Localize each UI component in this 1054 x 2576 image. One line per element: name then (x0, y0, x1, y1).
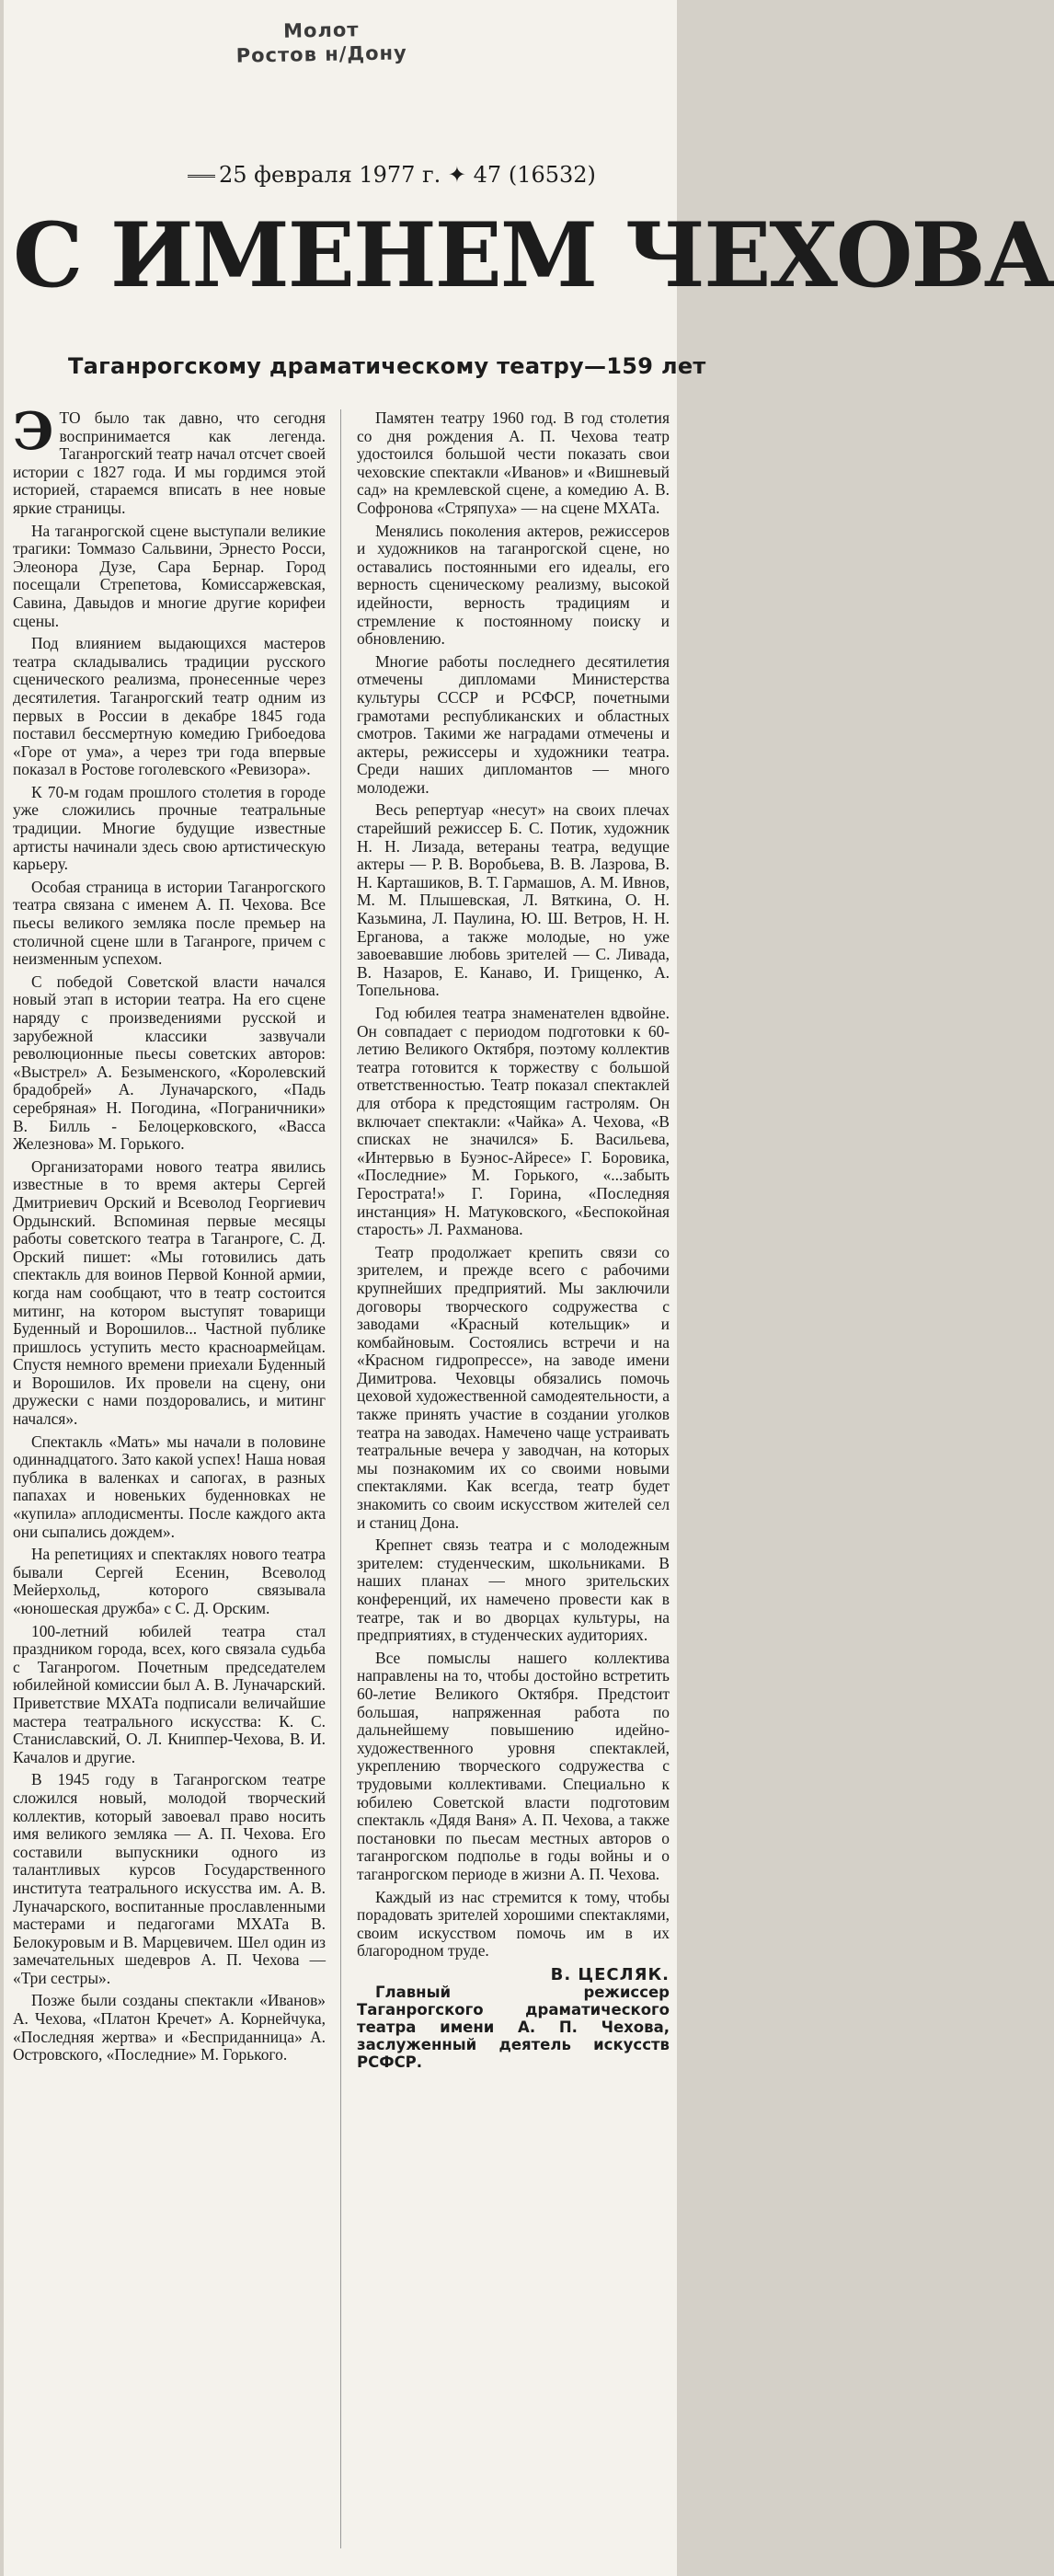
article-paragraph: Памятен театру 1960 год. В год столетия со дня рождения А. П. Чехова театр удостоился большой чести показать свои чеховские спектакли «Иванов» и «Вишневый сад» на кремлевской сцене, а комедию А. В. Софронова «Стряпуха» — на сцене МХАТа. (357, 408, 670, 517)
article-paragraph: На таганрогской сцене выступали великие трагики: Томмазо Сальвини, Эрнесто Росси, Элеонора Дузе, Сара Бернар. Город посещали Стрепетова, Комиссаржевская, Савина, Давыдов и многие другие корифеи сцены. (13, 521, 326, 630)
date: 25 февраля 1977 г. (219, 162, 441, 188)
right-column (357, 409, 670, 2076)
article-paragraph: Крепнет связь театра и с молодежным зрителем: студенческим, школьниками. В наших планах — много зрительских конференций, их намечено провести как в театре, так и во дворцах культуры, на предприятиях, в студенческих аудиториях. (357, 1535, 670, 1645)
article-paragraph: Все помыслы нашего коллектива направлены на то, чтобы достойно встретить 60-летие Великого Октября. Предстоит большая, напряженная работа по дальнейшему повышению идейно-художественного уровня спектаклей, укреплению творческого содружества с трудовыми коллективами. Специально к юбилею Советской власти подготовим спектакль «Дядя Ваня» А. П. Чехова, а также постановки по пьесам местных авторов о таганрогском подполье в годы войны и о таганрогском периоде в жизни А. П. Чехова. (357, 1648, 670, 1883)
article-paragraph: 100-летний юбилей театра стал праздником города, всех, кого связала судьба с Таганрогом. Почетным председателем юбилейной комиссии был А. В. Луначарский. Приветствие МХАТа подписали величайшие мастера театрального искусства: К. С. Станиславский, О. Л. Книппер-Чехова, В. И. Качалов и другие. (13, 1621, 326, 1766)
article-paragraph: В 1945 году в Таганрогском театре сложился новый, молодой творческий коллектив, который завоевал право носить имя великого земляка — А. П. Чехова. Его составили выпускники одного из талантливых курсов Государственного института театрального искусства им. А. В. Луначарского, воспитанные прославленными мастерами и педагогами МХАТа В. Белокуровым и В. Марцевичем. Шел один из замечательных шедевров А. П. Чехова — «Три сестры». (13, 1770, 326, 1987)
dateline-rule (188, 175, 215, 178)
article-paragraph: К 70-м годам прошлого столетия в городе уже сложились прочные театральные традиции. Многие будущие известные артисты начинали здесь свою артистическую карьеру. (13, 782, 326, 874)
article-paragraph: Весь репертуар «несут» на своих плечах старейший режиссер Б. С. Потик, художник Н. Н. Лизада, ветераны театра, ведущие актеры — Р. В. Воробьева, В. В. Лазрова, В. Н. Карташиков, В. Т. Гармашов, А. М. Ивнов, М. М. Плышевская, Л. Вяткина, О. Н. Казьмина, Л. Паулина, Ю. Ш. Ветров, Н. Н. Ерганова, а также молодые, но уже завоевавшие любовь зрителей — С. Ливада, В. Назаров, Е. Канаво, И. Грищенко, А. Топельнова. (357, 800, 670, 1000)
article-paragraph: Менялись поколения актеров, режиссеров и художников на таганрогской сцене, но оставались постоянными его идеалы, его верность сценическому реализму, высокой идейности, верность традициям и стремление к постоянному поиску и обновлению. (357, 521, 670, 649)
article-paragraph: Театр продолжает крепить связи со зрителем, и прежде всего с рабочими крупнейших предприятий. Мы заключили договоры творческого содружества с заводами «Красный котельщик» и комбайновым. Состоялись встречи и на «Красном гидропрессе», на заводе имени Димитрова. Чеховцы обязались помочь цеховой художественной самодеятельности, а также принять участие в создании уголков театра на заводах. Намечено чаще устраивать театральные вечера у заводчан, на которых мы познакомим их со своими новыми спектаклями. Как всегда, театр будет знакомить со своим искусством жителей сел и станиц Дона. (357, 1242, 670, 1532)
author-title: Главный режиссер Таганрогского драматического театра имени А. П. Чехова, заслуженный деятель искусств РСФСР. (357, 1984, 670, 2072)
stamp-newspaper-name: Молот (282, 18, 360, 42)
article-paragraph: Спектакль «Мать» мы начали в половине одиннадцатого. Зато какой успех! Наша новая публика в валенках и сапогах, в разных папахах и новеньких буденновках не «купила» аплодисменты. После каждого акта они сыпались дождем». (13, 1432, 326, 1541)
author-signature: В. ЦЕСЛЯК. (550, 1964, 670, 1984)
stamp-city: Ростов н/Дону (235, 41, 407, 67)
drop-cap: Э (13, 401, 54, 462)
article-paragraph (13, 401, 326, 518)
article-paragraph: Под влиянием выдающихся мастеров театра складывались традиции русского сценического реализма, пронесенные через десятилетия. Таганрогский театр одним из первых в России в декабре 1845 года поставил бессмертную комедию Грибоедова «Горе от ума», а через три года впервые показал в Ростове гоголевского «Ревизора». (13, 634, 326, 779)
issue-number: 47 (16532) (473, 162, 596, 188)
left-column (13, 401, 326, 2069)
article-paragraph: Организаторами нового театра явились известные в то время актеры Сергей Дмитриевич Орский и Всеволод Георгиевич Ордынский. Вспоминая первые месяцы работы советского театра в Таганроге, С. Д. Орский пишет: «Мы готовились дать спектакль для воинов Первой Конной армии, когда нам сообщают, что в театр состоится митинг, на котором выступят товарищи Буденный и Ворошилов... Частной публике пришлось уступить место красноармейцам. Спустя немного времени приехали Буденный и Ворошилов. Их провели на сцену, они дружески с нами поздоровались, и митинг начался». (13, 1156, 326, 1429)
article-headline: С ИМЕНЕМ ЧЕХОВА (13, 203, 1054, 307)
article-paragraph: Особая страница в истории Таганрогского театра связана с именем А. П. Чехова. Все пьесы великого земляка после премьер на столичной сцене шли в Таганроге, причем с неизменным успехом. (13, 877, 326, 969)
newspaper-clipping (4, 0, 1054, 2576)
column-divider (340, 409, 341, 2548)
star-icon: ✦ (447, 162, 467, 188)
article-paragraph: Год юбилея театра знаменателен вдвойне. Он совпадает с периодом подготовки к 60-летию Великого Октября, поэтому коллектив театра готовится к торжеству с большой ответственностью. Театр показал спектаклей для отбора к предстоящим гастролям. Он включает спектакли: «Чайка» А. Чехова, «В списках не значился» Б. Васильева, «Интервью в Буэнос-Айресе» Г. Боровика, «Последние» М. Горького, «...забыть Герострата!» Г. Горина, «Последняя инстанция» Н. Матуковского, «Беспокойная старость» Л. Рахманова. (357, 1004, 670, 1239)
article-paragraph: Позже были созданы спектакли «Иванов» А. Чехова, «Платон Кречет» А. Корнейчука, «Последняя жертва» и «Бесприданница» А. Островского, «Последние» М. Горького. (13, 1991, 326, 2064)
source-stamp (232, 17, 412, 67)
article-paragraph: Каждый из нас стремится к тому, чтобы порадовать зрителей хорошими спектаклями, своим искусством помочь им в их благородном труде. (357, 1887, 670, 1961)
article-paragraph: На репетициях и спектаклях нового театра бывали Сергей Есенин, Всеволод Мейерхольд, которого связывала «юношеская дружба» с С. Д. Орским. (13, 1545, 326, 1617)
article-subheadline: Таганрогскому драматическому театру—159 лет (68, 353, 706, 379)
article-paragraph: С победой Советской власти начался новый этап в истории театра. На его сцене наряду с произведениями русской и зарубежной классики зазвучали революционные пьесы советских авторов: «Выстрел» А. Безыменского, «Королевский брадобрей» А. Луначарского, «Падь серебряная» Н. Погодина, «Пограничники» В. Билль - Белоцерковского, «Васса Железнова» М. Горького. (13, 972, 326, 1154)
paragraph-text: ТО было так давно, что сегодня воспринимается как легенда. Таганрогский театр начал отсчет своей истории с 1827 года. И мы гордимся этой историей, стараемся вписать в нее новые яркие страницы. (13, 408, 326, 517)
article-paragraph: Многие работы последнего десятилетия отмечены дипломами Министерства культуры СССР и РСФСР, почетными грамотами республиканских и областных смотров. Такими же наградами отмечены и актеры, режиссеры и художники театра. Среди наших дипломантов — много молодежи. (357, 651, 670, 797)
dateline (188, 162, 666, 190)
